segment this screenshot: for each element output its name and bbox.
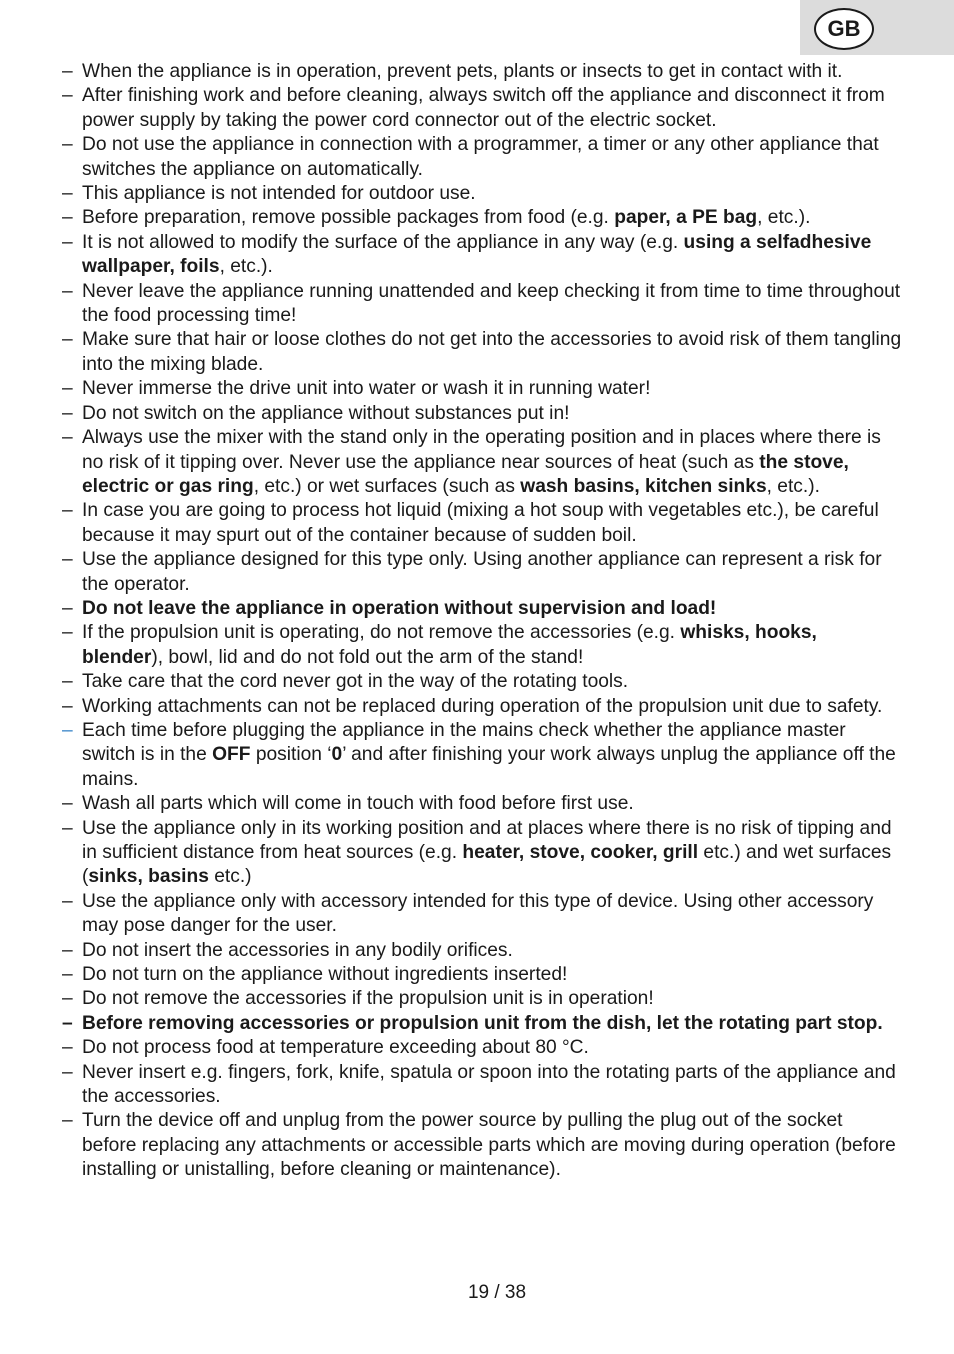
list-dash: – xyxy=(62,719,73,741)
instruction-text: Use the appliance only in its working position and at places where there is no risk of tipping and in sufficient distance from heat sources (e.g. xyxy=(82,817,892,863)
list-dash: – xyxy=(62,988,73,1010)
instruction-text: When the appliance is in operation, prevent pets, plants or insects to get in contact with it. xyxy=(82,61,843,82)
list-dash: – xyxy=(62,183,73,205)
instruction-text: Never insert e.g. fingers, fork, knife, spatula or spoon into the rotating parts of the appliance and the accessories. xyxy=(82,1061,896,1108)
list-dash: – xyxy=(62,695,73,717)
instruction-item xyxy=(62,987,902,1011)
instruction-text: Use the appliance designed for this type only. Using another appliance can represent a risk for the operator. xyxy=(82,549,882,595)
language-badge: GB xyxy=(814,8,874,50)
instruction-text-bold: OFF xyxy=(212,744,251,766)
instruction-item xyxy=(62,1012,902,1036)
instruction-text: If the propulsion unit is operating, do not remove the accessories (e.g. xyxy=(82,622,681,644)
instruction-text-bold: 0 xyxy=(331,744,343,766)
page-number: 19 / 38 xyxy=(467,1282,527,1303)
instruction-text: Always use the mixer with the stand only in the operating position and in places where there is no risk of it tipping over. Never use the appliance near sources of heat (such as xyxy=(82,427,881,473)
instruction-item xyxy=(62,939,902,963)
instruction-text: Make sure that hair or loose clothes do not get into the accessories to avoid risk of them tangling into the mixing blade. xyxy=(82,329,902,375)
instruction-text-bold: paper, a PE bag xyxy=(614,207,758,229)
instruction-text-bold: heater, stove, cooker, grill xyxy=(462,842,699,863)
list-dash: – xyxy=(62,622,73,644)
instruction-text-bold: sinks, basins xyxy=(88,866,209,888)
instruction-item xyxy=(62,792,902,816)
instruction-text: , etc.). xyxy=(766,475,820,497)
list-dash: – xyxy=(62,134,73,156)
instruction-text-bold: using a selfadhesive wallpaper, foils xyxy=(82,231,872,278)
instruction-text: , etc.). xyxy=(219,256,273,278)
instruction-item xyxy=(62,890,902,939)
instruction-text: , etc.) or wet surfaces (such as xyxy=(253,475,521,497)
instruction-item xyxy=(62,1109,902,1182)
instruction-text-bold: wash basins, kitchen sinks xyxy=(520,475,767,497)
instruction-item xyxy=(62,670,902,694)
instruction-text: ), bowl, lid and do not fold out the arm of the stand! xyxy=(151,646,584,668)
instruction-text: Wash all parts which will come in touch with food before first use. xyxy=(82,793,634,815)
list-dash: – xyxy=(62,671,73,693)
list-dash: – xyxy=(62,1012,73,1034)
instruction-text: Use the appliance only with accessory intended for this type of device. Using other accessory may pose danger for the user. xyxy=(82,890,874,937)
instruction-text: It is not allowed to modify the surface of the appliance in any way (e.g. xyxy=(82,231,684,253)
instruction-text: Do not turn on the appliance without ingredients inserted! xyxy=(82,964,568,986)
instruction-item xyxy=(62,133,902,182)
list-dash: – xyxy=(62,231,73,253)
instruction-text: Working attachments can not be replaced during operation of the propulsion unit due to safety. xyxy=(82,695,883,717)
instruction-item xyxy=(62,695,902,719)
instruction-item xyxy=(62,1061,902,1110)
instruction-item xyxy=(62,182,902,206)
instruction-text-bold: Do not leave the appliance in operation without supervision and load! xyxy=(82,597,717,619)
instruction-item xyxy=(62,548,902,597)
instruction-text: Never immerse the drive unit into water or wash it in running water! xyxy=(82,378,651,400)
instruction-text: Do not switch on the appliance without substances put in! xyxy=(82,402,570,424)
list-dash: – xyxy=(62,939,73,961)
list-dash: – xyxy=(62,1061,73,1083)
instruction-text-bold: whisks, hooks, blender xyxy=(82,622,817,668)
instruction-item xyxy=(62,963,902,987)
instruction-item xyxy=(62,621,902,670)
instruction-item xyxy=(62,84,902,133)
instruction-item xyxy=(62,402,902,426)
instruction-text: This appliance is not intended for outdoor use. xyxy=(82,183,476,205)
list-dash: – xyxy=(62,329,73,351)
instruction-item xyxy=(62,426,902,499)
list-dash: – xyxy=(62,500,73,522)
list-dash: – xyxy=(62,1110,73,1132)
instruction-item xyxy=(62,377,902,401)
instruction-text: Do not insert the accessories in any bodily orifices. xyxy=(82,939,513,961)
instruction-text: Before preparation, remove possible packages from food (e.g. xyxy=(82,207,615,229)
instruction-item xyxy=(62,328,902,377)
instruction-item xyxy=(62,719,902,792)
list-dash: – xyxy=(62,817,73,839)
list-dash: – xyxy=(62,427,73,449)
instruction-text: Never leave the appliance running unattended and keep checking it from time to time throughout the food processing time! xyxy=(82,280,901,327)
instruction-item xyxy=(62,1036,902,1060)
list-dash: – xyxy=(62,964,73,986)
instruction-item xyxy=(62,817,902,890)
instruction-item xyxy=(62,60,902,84)
instruction-text: Each time before plugging the appliance in the mains check whether the appliance master switch is in the xyxy=(82,719,846,766)
list-dash: – xyxy=(62,597,73,619)
instruction-text: In case you are going to process hot liquid (mixing a hot soup with vegetables etc.), be careful because it may spurt out of the container because of sudden boil. xyxy=(82,500,879,546)
list-dash: – xyxy=(62,280,73,302)
instruction-text-bold: the stove, electric or gas ring xyxy=(82,451,849,497)
instruction-item xyxy=(62,206,902,230)
instruction-text: Do not use the appliance in connection with a programmer, a timer or any other appliance that switches the appliance on automatically. xyxy=(82,134,879,180)
language-tab xyxy=(800,0,954,55)
list-dash: – xyxy=(62,1037,73,1059)
list-dash: – xyxy=(62,793,73,815)
list-dash: – xyxy=(62,402,73,424)
instruction-item xyxy=(62,280,902,329)
instruction-text-bold: Before removing accessories or propulsion unit from the dish, let the rotating part stop. xyxy=(82,1012,883,1034)
instruction-text: Take care that the cord never got in the way of the rotating tools. xyxy=(82,671,629,693)
instruction-text: etc.) xyxy=(208,866,252,888)
instruction-text: ’ and after finishing your work always unplug the appliance off the mains. xyxy=(82,744,896,790)
list-dash: – xyxy=(62,61,73,82)
instruction-item xyxy=(62,231,902,280)
list-dash: – xyxy=(62,549,73,571)
instruction-text: Do not remove the accessories if the propulsion unit is in operation! xyxy=(82,988,654,1010)
instruction-text: etc.) and wet surfaces ( xyxy=(82,842,892,888)
instruction-text: After finishing work and before cleaning, always switch off the appliance and disconnect it from power supply by taking the power cord connector out of the electric socket. xyxy=(82,85,885,131)
list-dash: – xyxy=(62,890,73,912)
list-dash: – xyxy=(62,85,73,107)
instruction-text: Do not process food at temperature exceeding about 80 °C. xyxy=(82,1037,589,1059)
instruction-text: , etc.). xyxy=(757,207,811,229)
list-dash: – xyxy=(62,207,73,229)
instruction-item xyxy=(62,597,902,621)
safety-instructions-list xyxy=(62,60,902,1183)
instruction-text: position ‘ xyxy=(250,744,332,766)
instruction-text: Turn the device off and unplug from the power source by pulling the plug out of the socket before replacing any attachments or accessible parts which are moving during operation (before installing or unistalling, before cleaning or maintenance). xyxy=(82,1110,896,1181)
instruction-item xyxy=(62,499,902,548)
list-dash: – xyxy=(62,378,73,400)
